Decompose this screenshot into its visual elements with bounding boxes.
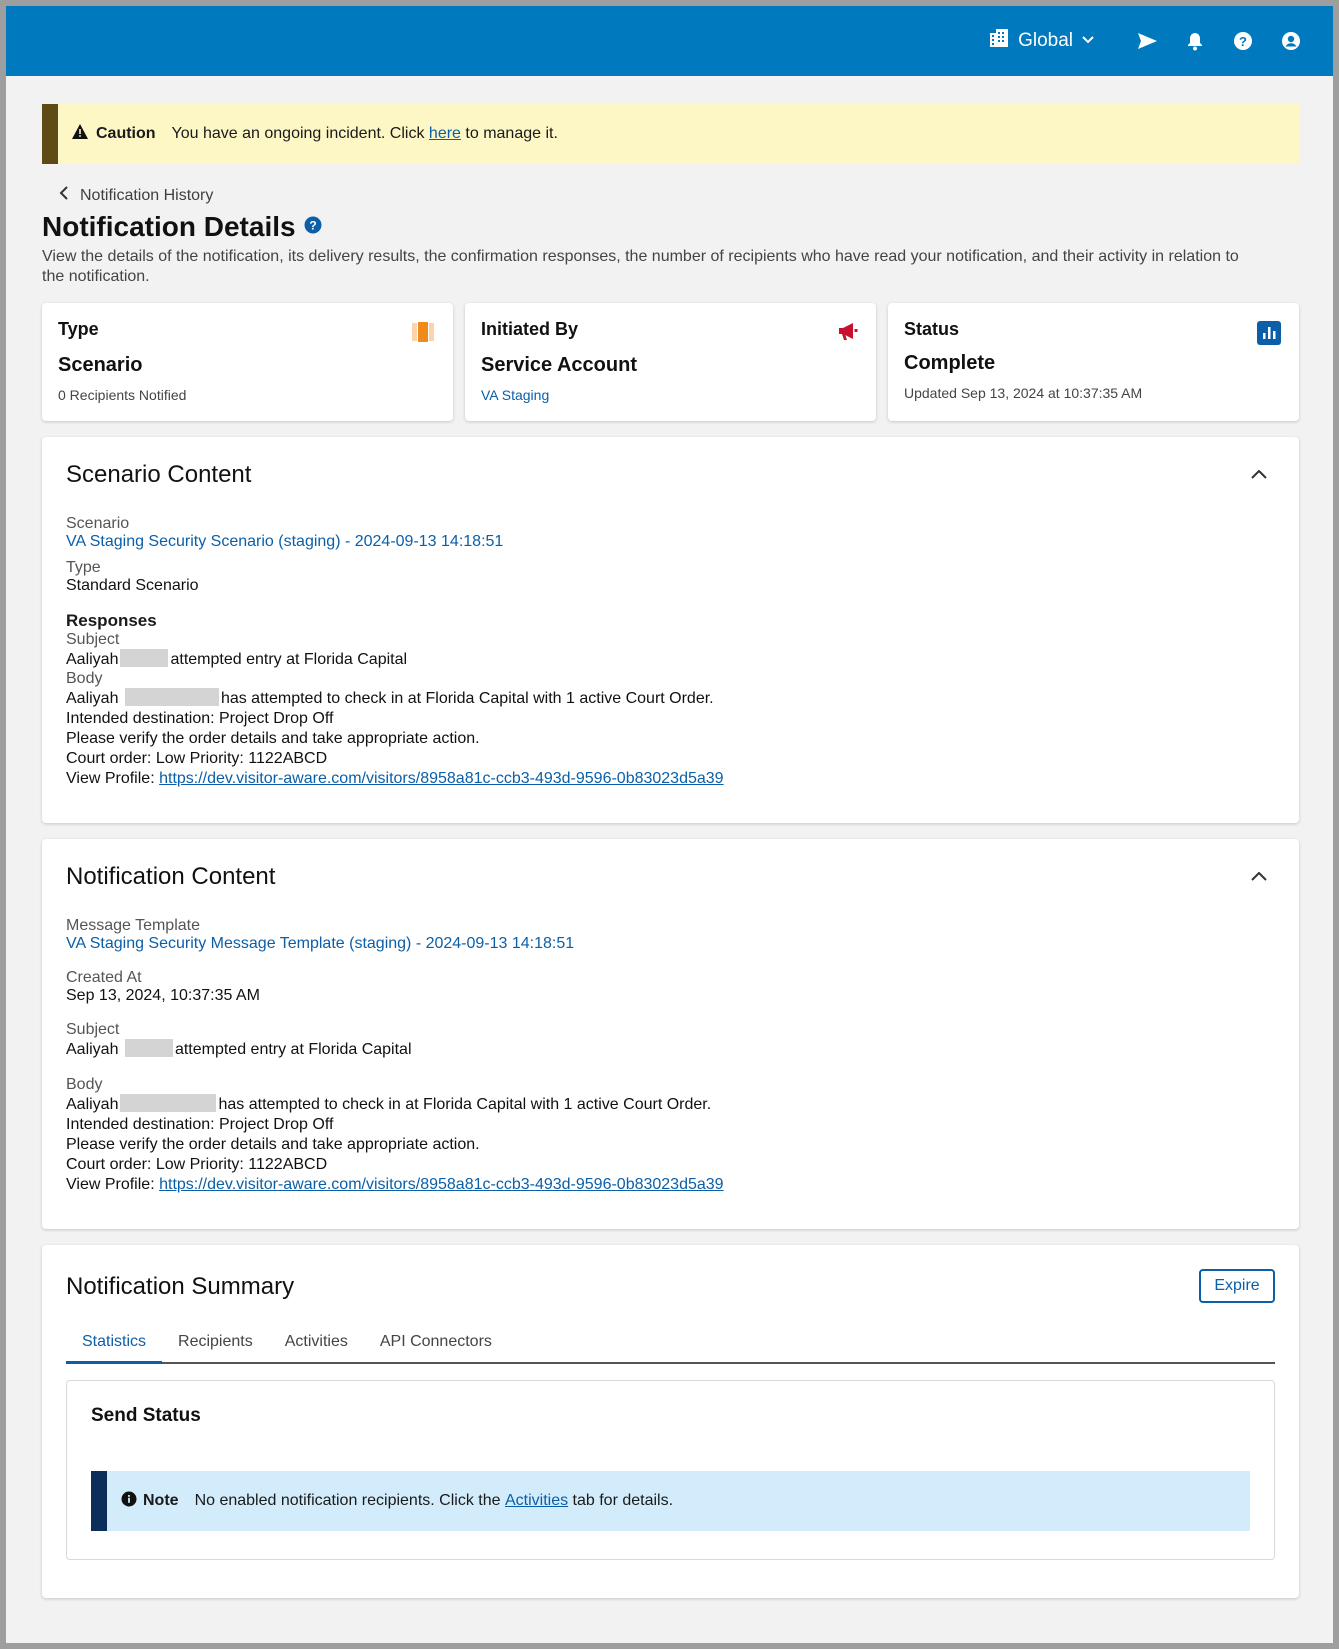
subject-rest: attempted entry at Florida Capital: [174, 1041, 412, 1058]
send-status-title: Send Status: [91, 1405, 201, 1426]
notification-summary-panel: [42, 1245, 1299, 1598]
summary-tabs: [66, 1329, 1275, 1364]
redacted-block: [120, 1094, 216, 1112]
scenario-label: Scenario: [66, 515, 130, 532]
expire-button[interactable]: Expire: [1199, 1269, 1275, 1303]
top-bar: [6, 6, 1333, 76]
body-value: [66, 688, 1275, 789]
profile-link[interactable]: https://dev.visitor-aware.com/visitors/8958a81c-ccb3-493d-9596-0b83023d5a39: [159, 1176, 724, 1193]
scenario-link[interactable]: VA Staging Security Scenario (staging) - 2024-09-13 14:18:51: [66, 533, 504, 550]
status-card-heading: Status: [904, 319, 960, 339]
body-name: Aaliyah: [66, 1096, 119, 1113]
svg-text:?: ?: [1239, 34, 1247, 49]
notification-content-panel: [42, 839, 1299, 1229]
building-icon: [988, 27, 1010, 55]
megaphone-icon: [836, 321, 858, 346]
tab-activities[interactable]: Activities: [284, 1333, 348, 1350]
status-card-sub: Updated Sep 13, 2024 at 10:37:35 AM: [904, 385, 1143, 401]
note-label: Note: [143, 1492, 179, 1509]
body-line-2: Intended destination: Project Drop Off: [66, 1116, 334, 1133]
svg-text:?: ?: [308, 218, 317, 232]
type-card-sub: 0 Recipients Notified: [58, 387, 187, 403]
type-label: Type: [66, 559, 101, 576]
caution-banner: [42, 104, 1299, 164]
body-value: [66, 1094, 1275, 1195]
tab-statistics[interactable]: Statistics: [66, 1329, 162, 1364]
status-card: [888, 303, 1299, 421]
page-title: Notification Details: [42, 211, 296, 242]
bar-chart-icon: [1257, 321, 1281, 350]
body-label: Body: [66, 670, 103, 687]
scenario-content-title: Scenario Content: [66, 461, 252, 488]
caution-text: You have an ongoing incident. Click: [171, 125, 425, 142]
body-line-4: Court order: Low Priority: 1122ABCD: [66, 1156, 328, 1173]
note-activities-link[interactable]: Activities: [504, 1492, 569, 1509]
caution-text-after: to manage it.: [465, 125, 558, 142]
template-link[interactable]: VA Staging Security Message Template (staging) - 2024-09-13 14:18:51: [66, 935, 575, 952]
subject-label: Subject: [66, 1021, 120, 1038]
note-text-after: tab for details.: [572, 1492, 674, 1509]
initiated-card-link[interactable]: VA Staging: [481, 387, 550, 403]
notification-content-title: Notification Content: [66, 863, 276, 890]
page-subtitle: View the details of the notification, its delivery results, the confirmation responses, the number of recipients who have read your notification, and their activity in relation to the notification.: [42, 248, 1239, 285]
type-value: Standard Scenario: [66, 577, 199, 594]
responses-heading: Responses: [66, 611, 157, 630]
profile-label: View Profile:: [66, 770, 155, 787]
scenario-content-panel: [42, 437, 1299, 823]
summary-title: Notification Summary: [66, 1273, 295, 1300]
note-banner: [91, 1471, 1250, 1531]
initiated-card: [465, 303, 876, 421]
subject-label: Subject: [66, 631, 120, 648]
help-icon[interactable]: [1219, 17, 1267, 65]
caution-link[interactable]: here: [428, 125, 461, 142]
send-icon[interactable]: [1123, 17, 1171, 65]
type-card-value: Scenario: [58, 354, 143, 376]
chevron-up-icon[interactable]: [1251, 869, 1267, 887]
created-label: Created At: [66, 969, 142, 986]
initiated-card-heading: Initiated By: [481, 319, 579, 339]
profile-link[interactable]: https://dev.visitor-aware.com/visitors/8958a81c-ccb3-493d-9596-0b83023d5a39: [159, 770, 724, 787]
redacted-block: [125, 1039, 173, 1057]
created-value: Sep 13, 2024, 10:37:35 AM: [66, 987, 260, 1004]
org-label: Global: [1018, 30, 1073, 51]
body-line-1: has attempted to check in at Florida Capital with 1 active Court Order.: [220, 690, 714, 707]
body-name: Aaliyah: [66, 690, 119, 707]
app-window: [6, 6, 1333, 1643]
note-text: No enabled notification recipients. Click the: [194, 1492, 501, 1509]
org-selector[interactable]: [988, 27, 1095, 55]
user-icon[interactable]: [1267, 17, 1315, 65]
tab-recipients[interactable]: Recipients: [178, 1333, 253, 1350]
subject-name: Aaliyah: [66, 1041, 119, 1058]
caution-label: Caution: [96, 125, 156, 142]
bell-icon[interactable]: [1171, 17, 1219, 65]
redacted-block: [120, 649, 168, 667]
chevron-left-icon: [58, 186, 70, 205]
send-status-card: [66, 1380, 1275, 1560]
profile-label: View Profile:: [66, 1176, 155, 1193]
tab-api-connectors[interactable]: API Connectors: [379, 1333, 492, 1350]
subject-value: [66, 1039, 1275, 1060]
body-line-2: Intended destination: Project Drop Off: [66, 710, 334, 727]
breadcrumb-label: Notification History: [80, 186, 214, 204]
chevron-down-icon: [1081, 30, 1095, 52]
body-line-3: Please verify the order details and take appropriate action.: [66, 1136, 480, 1153]
scenario-icon: [411, 321, 435, 348]
type-card-heading: Type: [58, 319, 99, 339]
breadcrumb[interactable]: [58, 186, 1299, 205]
initiated-card-value: Service Account: [481, 354, 637, 376]
body-line-4: Court order: Low Priority: 1122ABCD: [66, 750, 328, 767]
body-line-3: Please verify the order details and take appropriate action.: [66, 730, 480, 747]
info-icon: [121, 1491, 137, 1512]
type-card: [42, 303, 453, 421]
body-line-1: has attempted to check in at Florida Capital with 1 active Court Order.: [218, 1096, 712, 1113]
chevron-up-icon[interactable]: [1251, 467, 1267, 485]
subject-value: [66, 649, 1275, 670]
subject-name: Aaliyah: [66, 651, 119, 668]
status-card-value: Complete: [904, 352, 996, 374]
subject-rest: attempted entry at Florida Capital: [170, 651, 408, 668]
body-label: Body: [66, 1076, 103, 1093]
warning-icon: [72, 124, 88, 144]
redacted-block: [125, 688, 219, 706]
template-label: Message Template: [66, 917, 200, 934]
help-icon[interactable]: [304, 216, 322, 239]
